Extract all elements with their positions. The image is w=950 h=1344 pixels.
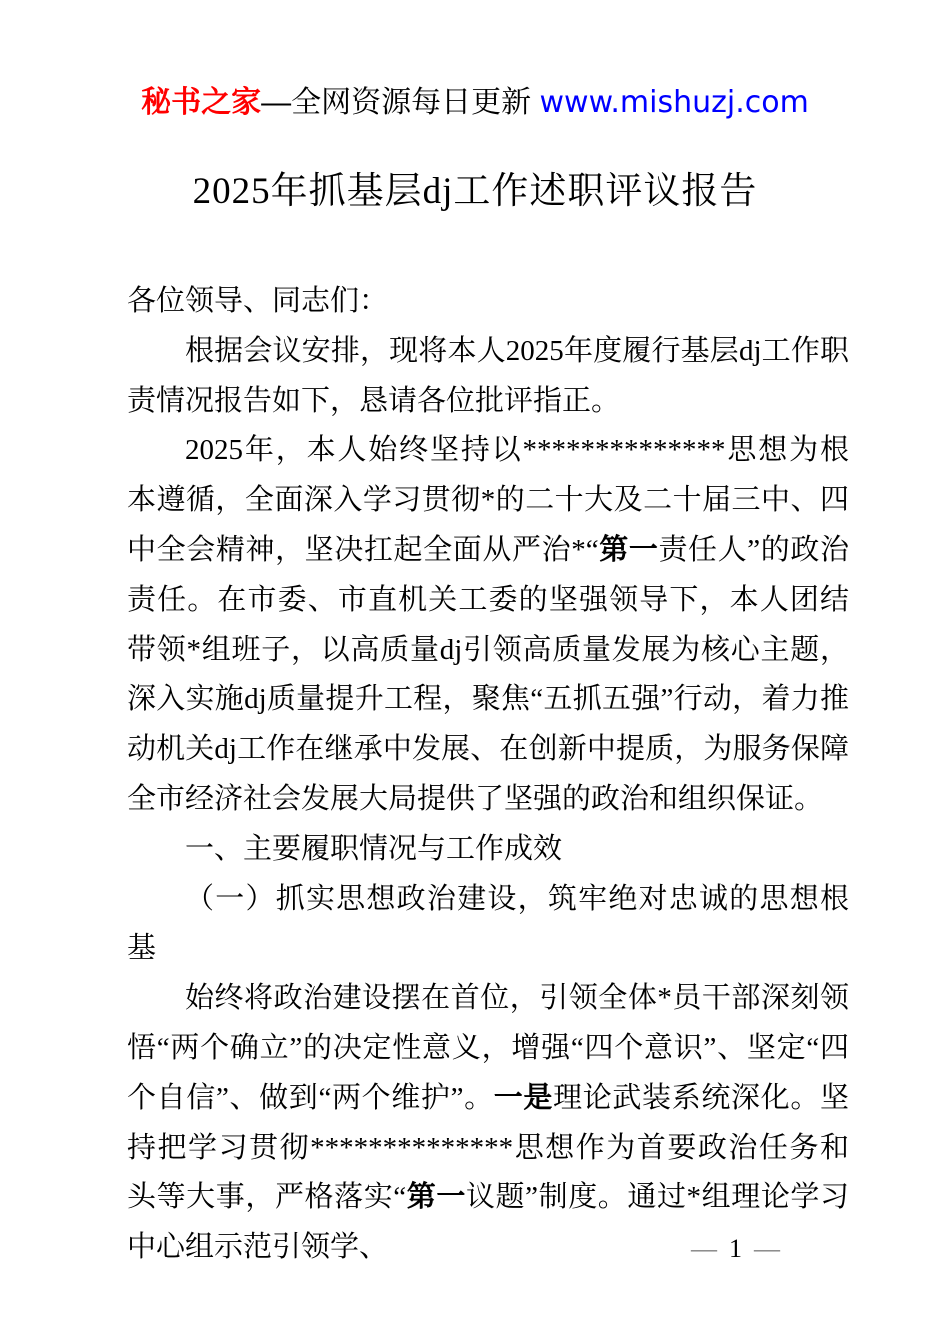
- paragraph-political-building: [127, 974, 849, 1273]
- page-number: 1: [729, 1234, 742, 1263]
- header-tagline: 全网资源每日更新: [291, 86, 540, 119]
- paragraph-overview: [127, 426, 849, 824]
- text-run: （一）抓实思想政治建设，筑牢绝对忠诚的思想根基: [127, 882, 849, 965]
- header-url-link[interactable]: www.mishuzj.com: [539, 85, 809, 120]
- footer-dash-right: —: [754, 1234, 780, 1263]
- page-header: [0, 84, 950, 122]
- text-run: 2025年，本人始终坚持以**************思想为根本遵循，全面深入学习贯彻*的二十大及二十届三中、四中全会精神，坚决扛起全面从严治*“: [127, 434, 849, 566]
- bold-text-run: 第一: [406, 1181, 466, 1214]
- text-run: 各位领导、同志们：: [127, 285, 389, 317]
- document-body: [127, 277, 849, 1273]
- text-run: 始终将政治建设摆在首位，引领全体*员干部深刻领悟“两个确立”的决定性意义，增强“四个意识”、坚定“四个自信”、做到“两个维护”。: [127, 982, 849, 1114]
- bold-text-run: 一是: [493, 1081, 554, 1114]
- bold-text-run: 第一: [598, 533, 659, 566]
- paragraph-salutation: [127, 277, 849, 327]
- document-title: 2025年抓基层dj工作述职评议报告: [192, 171, 758, 212]
- page-footer: [0, 1232, 780, 1266]
- text-run: 根据会议安排，现将本人2025年度履行基层dj工作职责情况报告如下，恳请各位批评指正。: [127, 334, 849, 417]
- paragraph-intro: [127, 327, 849, 427]
- text-run: 理论武装系统深化。坚持把学习贯彻**************思想作为首要政治任务和头等大事，严格落实“: [127, 1081, 849, 1214]
- text-run: 议题”制度。通过*组理论学习中心组示范引领学、: [127, 1181, 850, 1264]
- subsection-heading-1-1: [127, 875, 849, 975]
- section-heading-1: [127, 825, 849, 875]
- footer-dash-left: —: [691, 1234, 717, 1263]
- site-brand: 秘书之家: [141, 86, 262, 119]
- text-run: 责任人”的政治责任。在市委、市直机关工委的坚强领导下，本人团结带领*组班子，以高质量dj引领高质量发展为核心主题，深入实施dj质量提升工程，聚焦“五抓五强”行动，着力推动机关dj工作在继承中发展、在创新中提质，为服务保障全市经济社会发展大局提供了坚强的政治和组织保证。: [127, 533, 849, 815]
- text-run: 一、主要履职情况与工作成效: [185, 832, 563, 865]
- header-separator: —: [261, 86, 292, 119]
